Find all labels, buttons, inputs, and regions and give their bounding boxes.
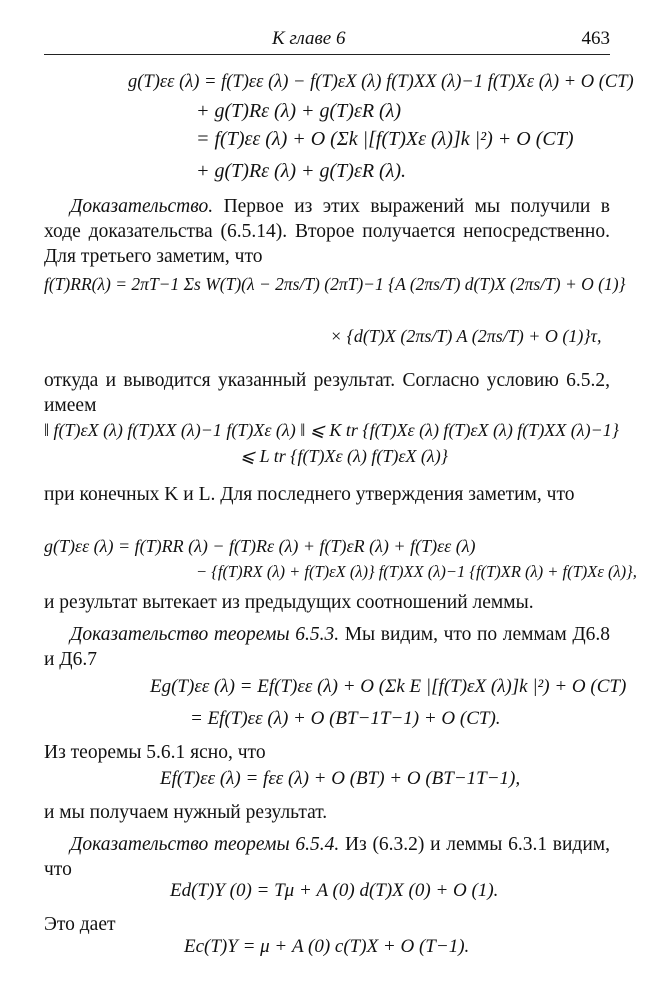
proof-text: Первое из этих выражений мы получили в ходе доказательства (6.5.14). Второе получается непосредственно. Для третьего заметим, что xyxy=(44,196,611,267)
paragraph-this-gives: Это дает xyxy=(44,914,116,935)
paragraph-proof-6-5-4 xyxy=(44,832,610,882)
equation-1-line-1: g(T)εε (λ) = f(T)εε (λ) − f(T)εX (λ) f(T)XX (λ)−1 f(T)Xε (λ) + O (CT) xyxy=(128,72,634,92)
equation-2-line-1: f(T)RR(λ) = 2πT−1 Σs W(T)(λ − 2πs/T) (2πT)−1 {A (2πs/T) d(T)X (2πs/T) + O (1)} xyxy=(44,274,626,294)
paragraph-result: и мы получаем нужный результат. xyxy=(44,802,328,823)
equation-6: Ef(T)εε (λ) = fεε (λ) + O (BT) + O (BT−1T−1), xyxy=(160,768,521,789)
paragraph-proof-6-5-3 xyxy=(44,622,610,672)
proof-6-5-4-text: Из (6.3.2) и леммы 6.3.1 видим, что xyxy=(44,834,610,880)
equation-4-line-2: − {f(T)RX (λ) + f(T)εX (λ)} f(T)XX (λ)−1 {f(T)XR (λ) + f(T)Xε (λ)}, xyxy=(196,562,637,581)
equation-8: Ec(T)Y = μ + A (0) c(T)X + O (T−1). xyxy=(184,936,470,957)
equation-4-line-1: g(T)εε (λ) = f(T)RR (λ) − f(T)Rε (λ) + f(T)εR (λ) + f(T)εε (λ) xyxy=(44,536,476,556)
running-title: К главе 6 xyxy=(272,28,346,49)
equation-5-line-1: Eg(T)εε (λ) = Ef(T)εε (λ) + O (Σk E |[f(T)εX (λ)]k |²) + O (CT) xyxy=(150,676,627,697)
equation-7: Ed(T)Y (0) = Tμ + A (0) d(T)X (0) + O (1). xyxy=(170,880,499,901)
equation-5-line-2: = Ef(T)εε (λ) + O (BT−1T−1) + O (CT). xyxy=(190,708,501,729)
paragraph-theorem-5-6-1: Из теоремы 5.6.1 ясно, что xyxy=(44,742,266,763)
header-rule xyxy=(44,54,610,55)
equation-1-line-4: + g(T)Rε (λ) + g(T)εR (λ). xyxy=(196,160,407,182)
equation-1-line-2: + g(T)Rε (λ) + g(T)εR (λ) xyxy=(196,100,402,122)
equation-1-line-3: = f(T)εε (λ) + O (Σk |[f(T)Xε (λ)]k |²) + O (CT) xyxy=(196,128,574,150)
equation-2-line-2: × {d(T)X (2πs/T) A (2πs/T) + O (1)}τ, xyxy=(330,326,602,346)
proof-lead: Доказательство. xyxy=(70,196,214,217)
proof-6-5-4-lead: Доказательство теоремы 6.5.4. xyxy=(70,834,340,855)
page-header xyxy=(44,28,610,56)
page-number: 463 xyxy=(581,28,610,49)
paragraph-condition: откуда и выводится указанный результат. Согласно условию 6.5.2, имеем xyxy=(44,370,610,416)
proof-6-5-3-lead: Доказательство теоремы 6.5.3. xyxy=(70,624,340,645)
paragraph-lemma-result: и результат вытекает из предыдущих соотношений леммы. xyxy=(44,592,534,613)
equation-3-line-1: ‖ f(T)εX (λ) f(T)XX (λ)−1 f(T)Xε (λ) ‖ ⩽ K tr {f(T)Xε (λ) f(T)εX (λ) f(T)XX (λ)−1} xyxy=(44,420,619,440)
proof-6-5-3-text: Мы видим, что по леммам Д6.8 и Д6.7 xyxy=(44,624,610,670)
paragraph-finite: при конечных K и L. Для последнего утверждения заметим, что xyxy=(44,484,575,505)
equation-3-line-2: ⩽ L tr {f(T)Xε (λ) f(T)εX (λ)} xyxy=(240,446,448,466)
paragraph-proof xyxy=(44,194,610,269)
